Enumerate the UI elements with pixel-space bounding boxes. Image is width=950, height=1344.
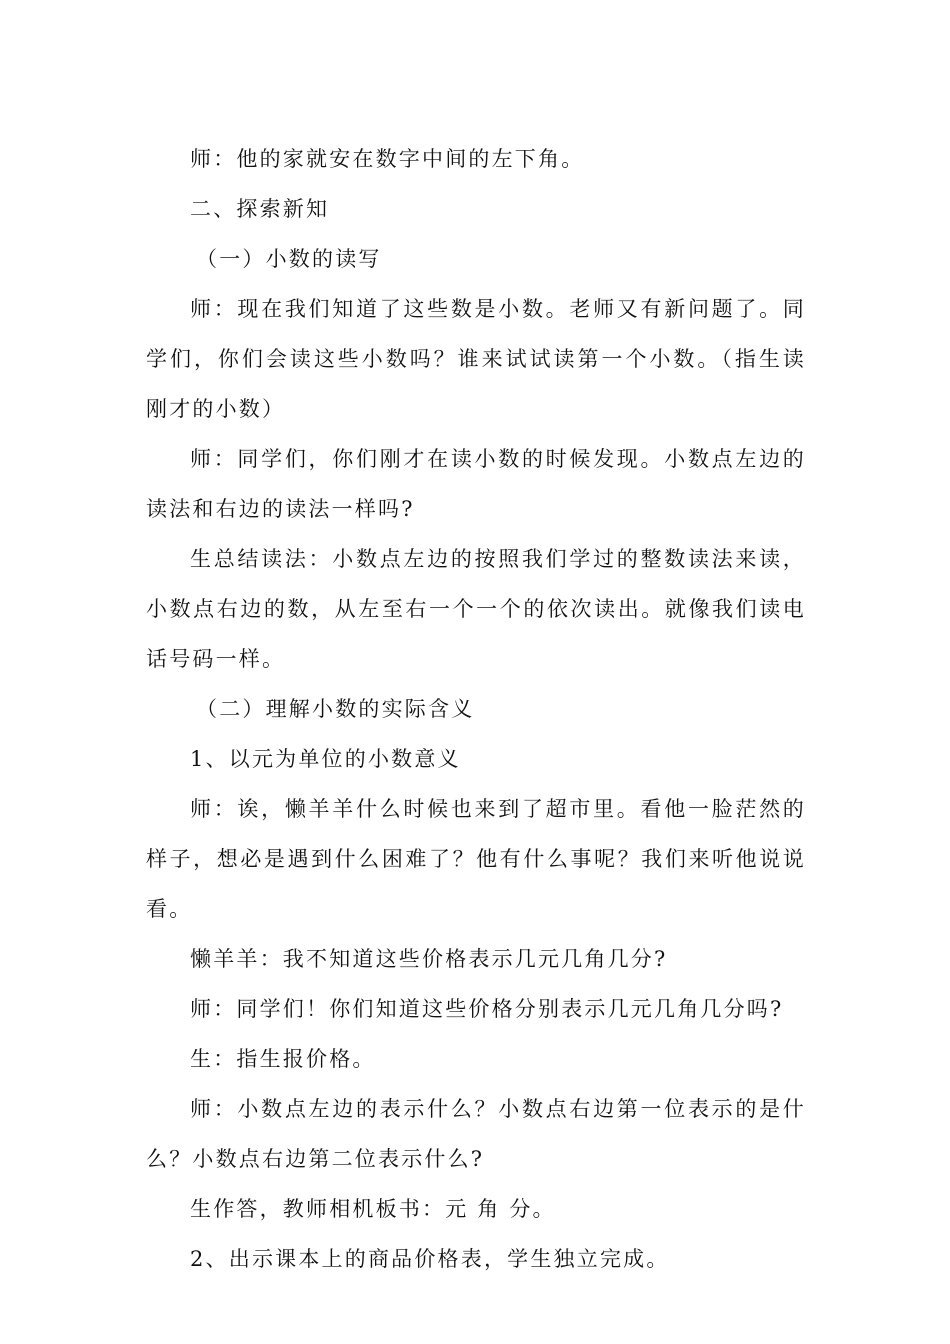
subsection-heading-meaning: （二）理解小数的实际含义 bbox=[196, 697, 475, 721]
document-page bbox=[146, 134, 806, 1284]
paragraph-teacher-reading: 师：同学们，你们刚才在读小数的时候发现。小数点左边的读法和右边的读法一样吗? bbox=[146, 447, 806, 521]
paragraph-student-answer: 生作答，教师相机板书：元 角 分。 bbox=[190, 1197, 556, 1221]
paragraph-teacher-question: 师：现在我们知道了这些数是小数。老师又有新问题了。同学们，你们会读这些小数吗？谁来试试读第一个小数。（指生读刚才的小数） bbox=[146, 297, 806, 421]
list-item-price-table: 2、出示课本上的商品价格表，学生独立完成。 bbox=[190, 1247, 670, 1271]
list-item-yuan-unit: 1、以元为单位的小数意义 bbox=[190, 747, 461, 771]
paragraph-student-prices: 生：指生报价格。 bbox=[190, 1047, 376, 1071]
paragraph-teacher-digits: 师：小数点左边的表示什么？小数点右边第一位表示的是什么？小数点右边第二位表示什么? bbox=[146, 1097, 806, 1171]
paragraph-teacher-home: 师：他的家就安在数字中间的左下角。 bbox=[190, 147, 585, 171]
paragraph-teacher-prices: 师：同学们！你们知道这些价格分别表示几元几角几分吗? bbox=[190, 997, 784, 1021]
paragraph-lazy-sheep: 懒羊羊：我不知道这些价格表示几元几角几分? bbox=[190, 947, 668, 971]
paragraph-student-summary: 生总结读法：小数点左边的按照我们学过的整数读法来读，小数点右边的数，从左至右一个一个的依次读出。就像我们读电话号码一样。 bbox=[146, 547, 806, 671]
section-heading-explore: 二、探索新知 bbox=[190, 197, 330, 221]
subsection-heading-read-write: （一）小数的读写 bbox=[196, 247, 382, 271]
paragraph-teacher-story: 师：诶，懒羊羊什么时候也来到了超市里。看他一脸茫然的样子，想必是遇到什么困难了？他有什么事呢？我们来听他说说看。 bbox=[146, 797, 806, 921]
